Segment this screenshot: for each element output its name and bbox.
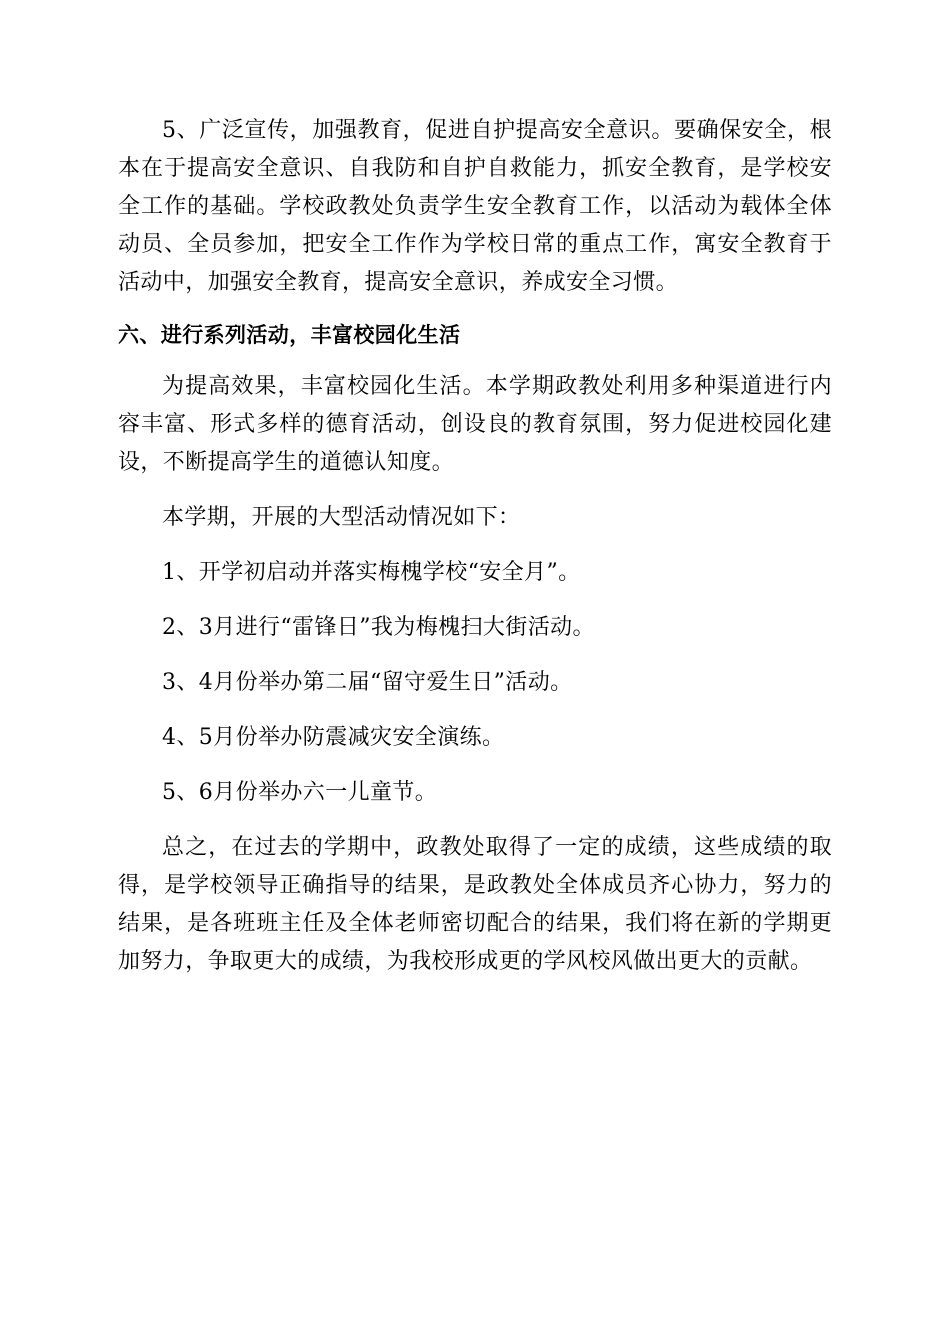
paragraph-activities-list-intro: 本学期，开展的大型活动情况如下： <box>162 505 521 530</box>
section-heading-activities: 六、进行系列活动，丰富校园化生活 <box>118 322 461 347</box>
list-item-activity-2: 2、3月进行“雷锋日”我为梅槐扫大街活动。 <box>162 615 595 640</box>
list-item-activity-3: 3、4月份举办第二届“留守爱生日”活动。 <box>162 670 573 695</box>
paragraph-activities-intro: 为提高效果，丰富校园化生活。本学期政教处利用多种渠道进行内容丰富、形式多样的德育活动，创设良的教育氛围，努力促进校园化建设，不断提高学生的道德认知度。 <box>118 374 832 475</box>
paragraph-conclusion: 总之，在过去的学期中，政教处取得了一定的成绩，这些成绩的取得，是学校领导正确指导的结果，是政教处全体成员齐心协力，努力的结果，是各班班主任及全体老师密切配合的结果，我们将在新的学期更加努力，争取更大的成绩，为我校形成更的学风校风做出更大的贡献。 <box>118 835 832 974</box>
list-item-activity-1: 1、开学初启动并落实梅槐学校“安全月”。 <box>162 560 581 585</box>
paragraph-safety-education: 5、广泛宣传，加强教育，促进自护提高安全意识。要确保安全，根本在于提高安全意识、自我防和自护自救能力，抓安全教育，是学校安全工作的基础。学校政教处负责学生安全教育工作，以活动为载体全体动员、全员参加，把安全工作作为学校日常的重点工作，寓安全教育于活动中，加强安全教育，提高安全意识，养成安全习惯。 <box>118 118 832 295</box>
list-item-activity-4: 4、5月份举办防震减灾安全演练。 <box>162 725 505 750</box>
list-item-activity-5: 5、6月份举办六一儿童节。 <box>162 780 438 805</box>
